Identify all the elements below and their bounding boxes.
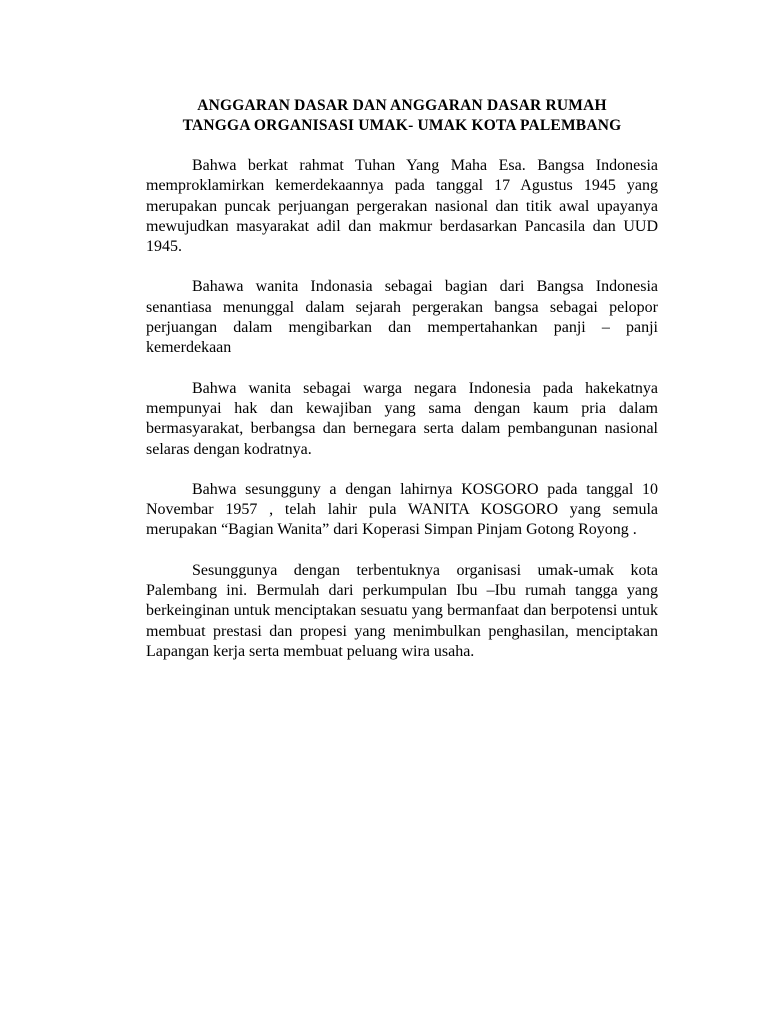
paragraph-4: Bahwa sesungguny a dengan lahirnya KOSGORO pada tanggal 10 Novembar 1957 , telah lahir pula WANITA KOSGORO yang semula merupakan “Bagian Wanita” dari Koperasi Simpan Pinjam Gotong Royong . — [146, 480, 658, 539]
paragraph-1: Bahwa berkat rahmat Tuhan Yang Maha Esa. Bangsa Indonesia memproklamirkan kemerdekaannya pada tanggal 17 Agustus 1945 yang merupakan puncak perjuangan pergerakan nasional dan titik awal upayanya mewujudkan masyarakat adil dan makmur berdasarkan Pancasila dan UUD 1945. — [146, 157, 658, 256]
paragraph-3: Bahwa wanita sebagai warga negara Indonesia pada hakekatnya mempunyai hak dan kewajiban yang sama dengan kaum pria dalam bermasyarakat, berbangsa dan bernegara serta dalam pembangunan nasional selaras dengan kodratnya. — [146, 379, 658, 458]
title-line-2: TANGGA ORGANISASI UMAK- UMAK KOTA PALEMBANG — [182, 117, 622, 134]
paragraph-5: Sesunggunya dengan terbentuknya organisasi umak-umak kota Palembang ini. Bermulah dari perkumpulan Ibu –Ibu rumah tangga yang berkeinginan untuk menciptakan sesuatu yang bermanfaat dan berpotensi untuk membuat prestasi dan propesi yang menimbulkan penghasilan, menciptakan Lapangan kerja serta membuat peluang wira usaha. — [146, 561, 658, 660]
paragraph-2: Bahawa wanita Indonasia sebagai bagian dari Bangsa Indonesia senantiasa menunggal dalam sejarah pergerakan bangsa sebagai pelopor perjuangan dalam mengibarkan dan mempertahankan panji – panji kemerdekaan — [146, 278, 658, 357]
title-line-1: ANGGARAN DASAR DAN ANGGARAN DASAR RUMAH — [197, 97, 607, 114]
document-title — [146, 96, 658, 136]
document-page — [146, 96, 658, 682]
